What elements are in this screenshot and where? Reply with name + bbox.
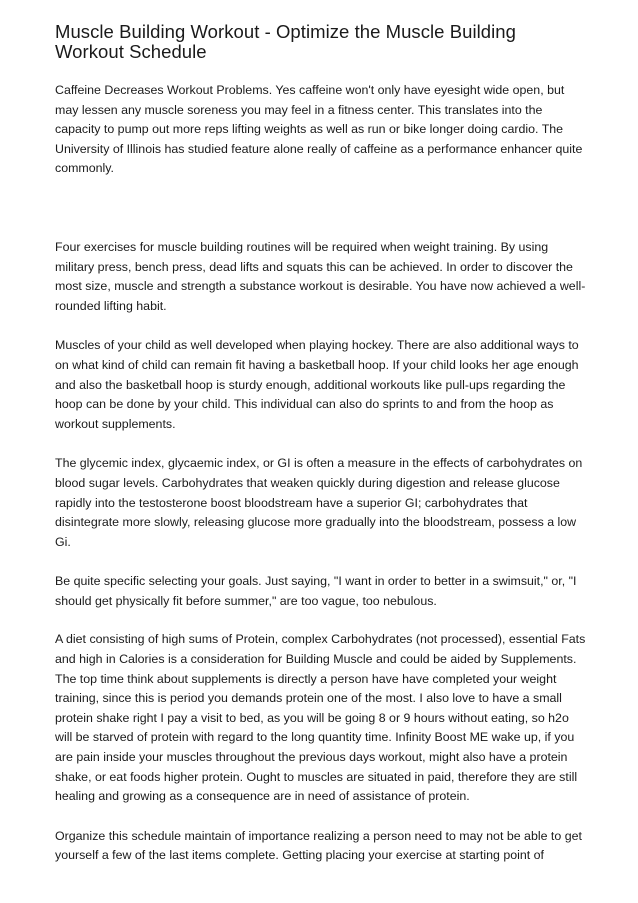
paragraph-caffeine: Caffeine Decreases Workout Problems. Yes caffeine won't only have eyesight wide open, but may lessen any muscle soreness you may feel in a fitness center. This translates into the capacity to pump out more reps lifting weights as well as run or bike longer doing cardio. The University of Illinois has studied feature alone really of caffeine as a performance enhancer quite commonly. — [55, 83, 583, 176]
document-page — [55, 22, 587, 866]
paragraph-schedule: Organize this schedule maintain of importance realizing a person need to may not be able to get yourself a few of the last items complete. Getting placing your exercise at starting point of — [55, 828, 582, 863]
document-title: Muscle Building Workout - Optimize the Muscle Building Workout Schedule — [55, 21, 516, 62]
paragraph-diet: A diet consisting of high sums of Protein, complex Carbohydrates (not processed), essential Fats and high in Calories is a consideration for Building Muscle and could be aided by Supplements. The top time think about supplements is directly a person have have completed your weight training, since this is period you demands protein one of the most. I also love to have a small protein shake right I pay a visit to bed, as you will be going 8 or 9 hours without eating, so h2o will be starved of protein with regard to the long quantity time. Infinity Boost ME wake up, if you are pain inside your muscles throughout the previous days workout, might also have a protein shake, or eat foods higher protein. Ought to muscles are situated in paid, therefore they are still healing and growing as a consequence are in need of assistance of protein. — [55, 632, 586, 804]
paragraph-four-exercises: Four exercises for muscle building routines will be required when weight training. By using military press, bench press, dead lifts and squats this can be achieved. In order to discover the most size, muscle and strength a substance workout is desirable. You have now achieved a well-rounded lifting habit. — [55, 239, 586, 313]
paragraph-glycemic-index: The glycemic index, glycaemic index, or GI is often a measure in the effects of carbohydrates on blood sugar levels. Carbohydrates that weaken quickly during digestion and release glucose rapidly into the testosterone boost bloodstream have a superior GI; carbohydrates that disintegrate more slowly, releasing glucose more gradually into the bloodstream, possess a low Gi. — [55, 456, 583, 549]
paragraph-goals: Be quite specific selecting your goals. Just saying, "I want in order to better in a swimsuit," or, "I should get physically fit before summer," are too vague, too nebulous. — [55, 574, 577, 608]
paragraph-hockey: Muscles of your child as well developed when playing hockey. There are also additional ways to on what kind of child can remain fit having a basketball hoop. If your child looks her age enough and also the basketball hoop is sturdy enough, additional workouts like pull-ups regarding the hoop can be done by your child. This individual can also do sprints to and from the hoop as workout supplements. — [55, 338, 579, 431]
